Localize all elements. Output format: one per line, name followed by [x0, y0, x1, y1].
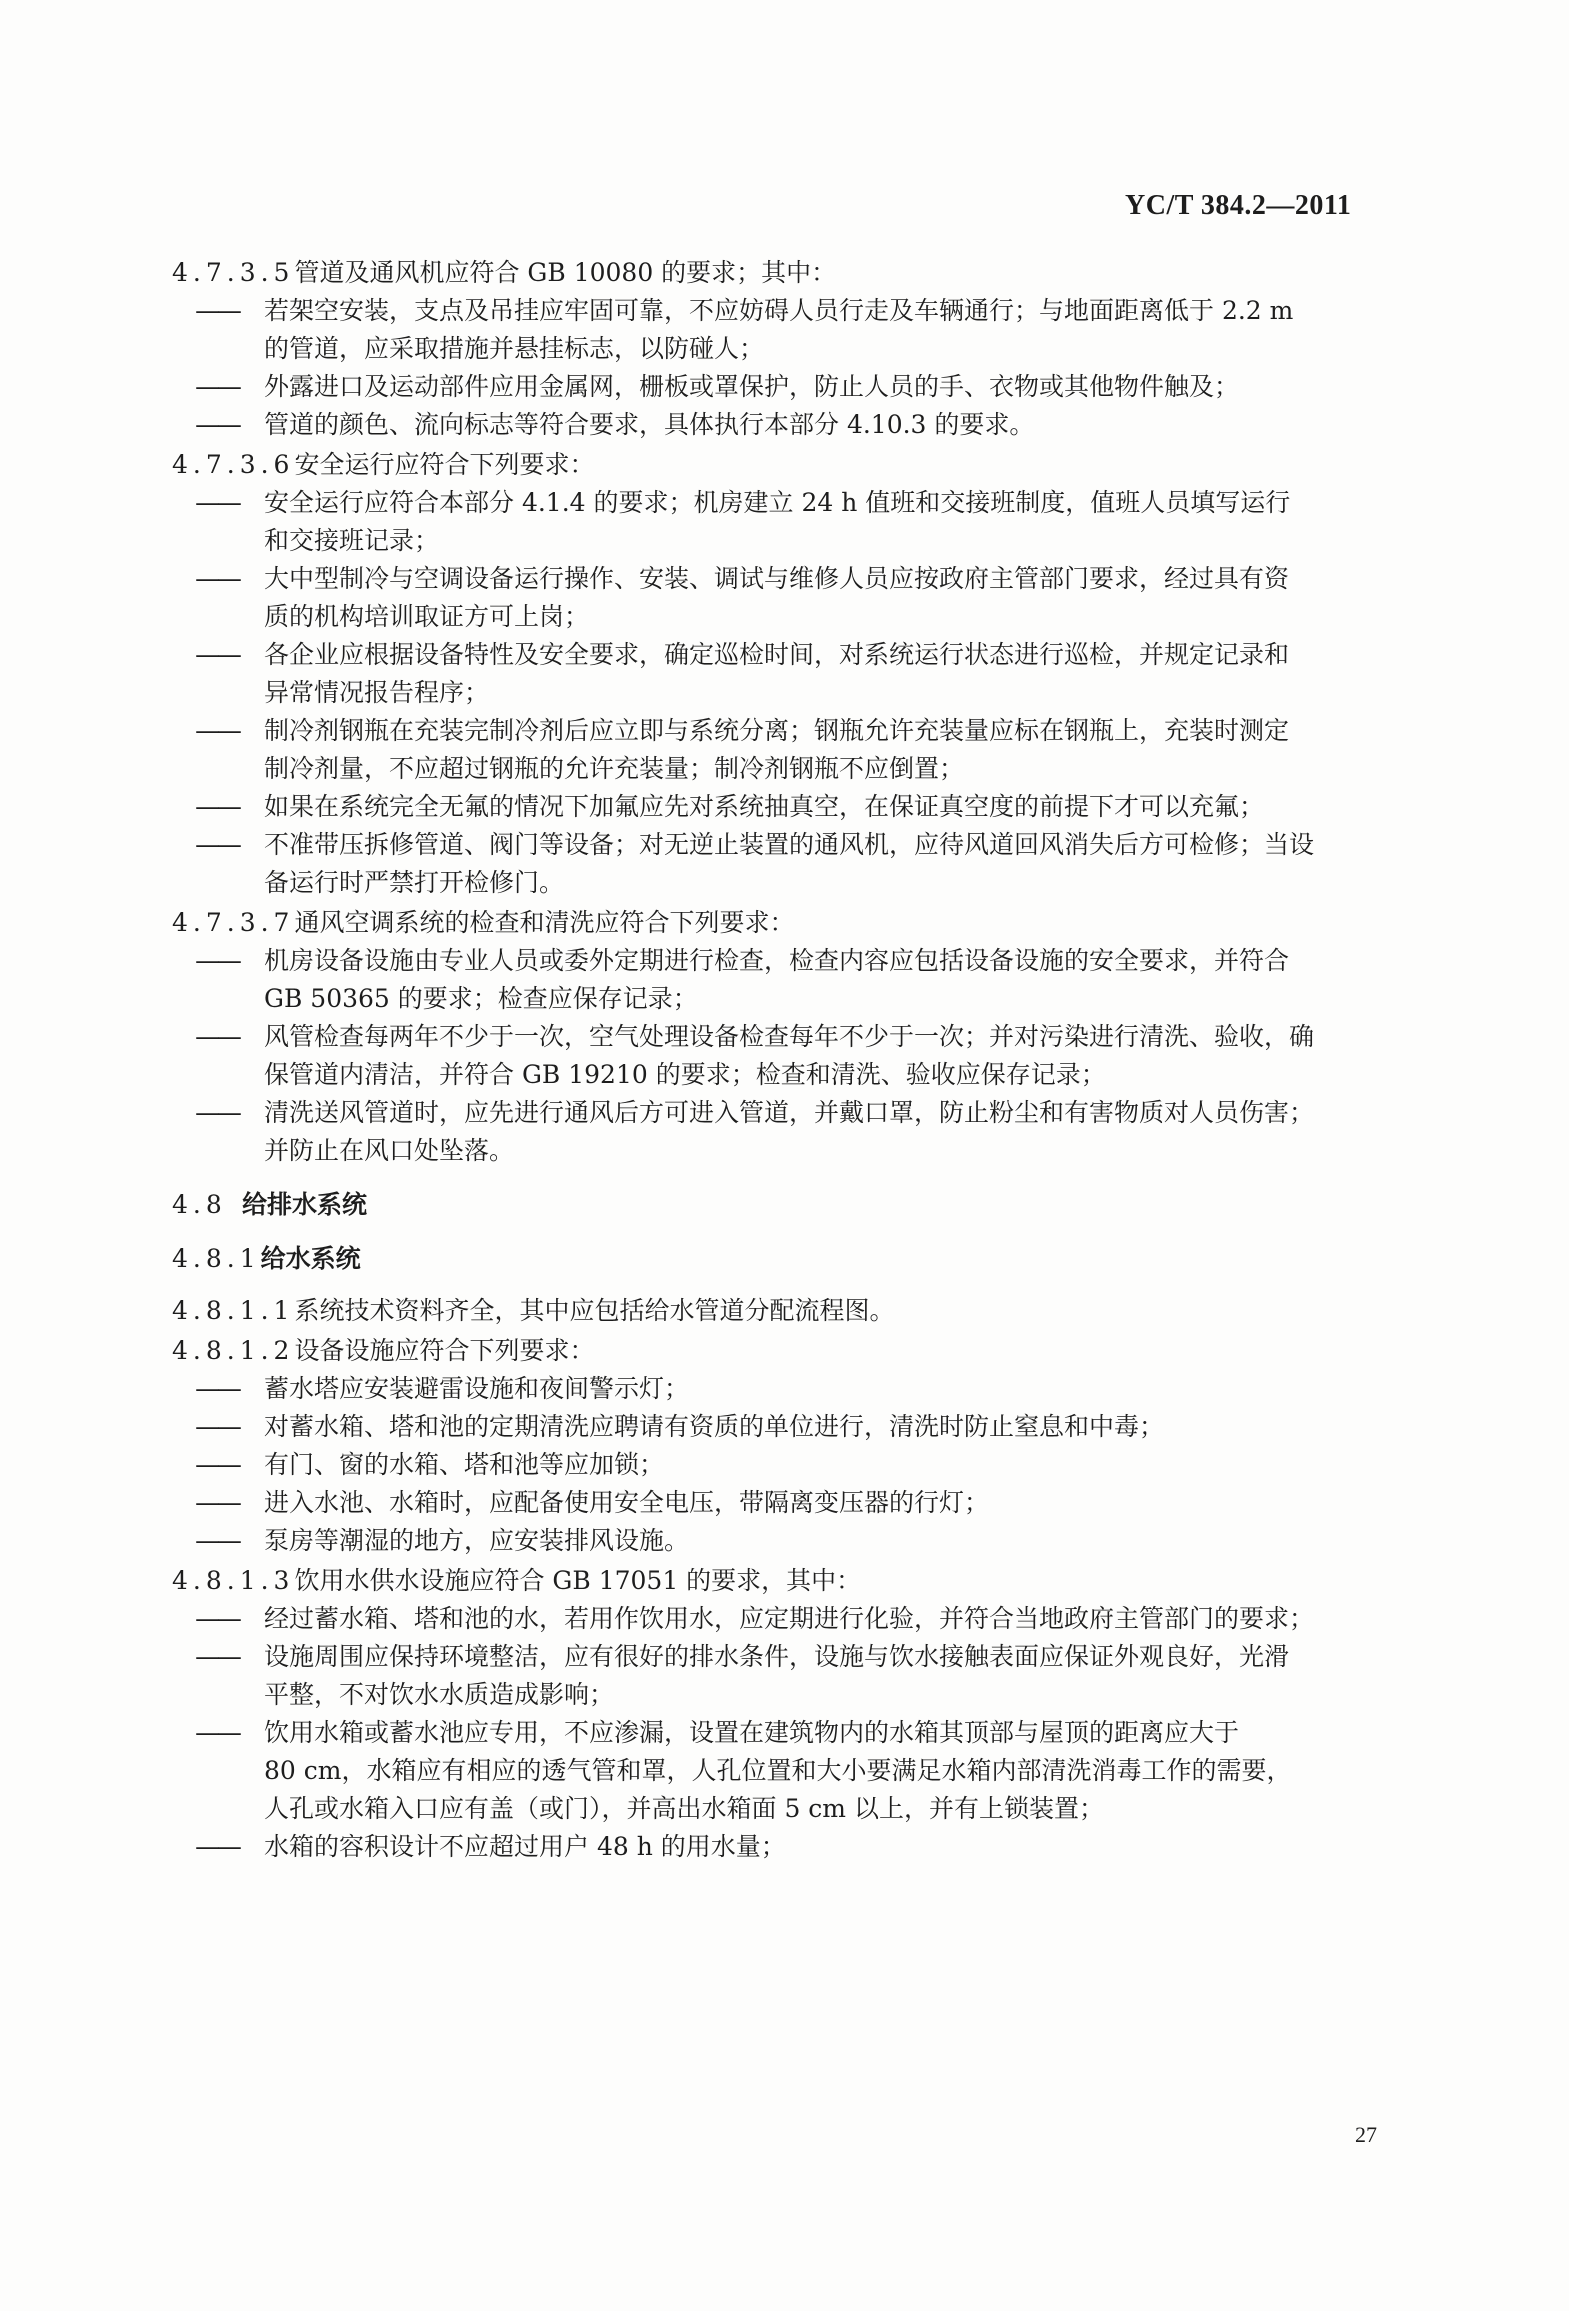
list-item-text: 外露进口及运动部件应用金属网，栅板或罩保护，防止人员的手、衣物或其他物件触及； — [264, 372, 1240, 401]
clause-text: 饮用水供水设施应符合 GB 17051 的要求，其中： — [294, 1566, 862, 1595]
list-item-text: 泵房等潮湿的地方，应安装排风设施。 — [264, 1526, 690, 1555]
list-item — [172, 368, 1412, 406]
list-item — [172, 1446, 1412, 1484]
list-item-text: 各企业应根据设备特性及安全要求，确定巡检时间，对系统运行状态进行巡检，并规定记录和 — [264, 640, 1290, 669]
list-item-text: 对蓄水箱、塔和池的定期清洗应聘请有资质的单位进行，清洗时防止窒息和中毒； — [264, 1412, 1165, 1441]
clause — [172, 1292, 1412, 1330]
list-item — [172, 712, 1412, 788]
list-item-text: 清洗送风管道时，应先进行通风后方可进入管道，并戴口罩，防止粉尘和有害物质对人员伤害； — [264, 1098, 1315, 1127]
list-item-text: 设施周围应保持环境整洁，应有很好的排水条件，设施与饮水接触表面应保证外观良好，光滑 — [264, 1642, 1290, 1671]
list-item — [172, 826, 1412, 902]
list-item-text: 备运行时严禁打开检修门。 — [264, 868, 565, 897]
list-dash: —— — [195, 372, 239, 401]
list-item — [172, 1600, 1412, 1638]
list-item-text: 安全运行应符合本部分 4.1.4 的要求；机房建立 24 h 值班和交接班制度，值班人员填写运行 — [264, 488, 1291, 517]
clause-number: 4.7.3.6 — [172, 450, 295, 479]
list-dash: —— — [195, 640, 239, 669]
section-heading — [172, 1240, 1412, 1278]
list-item-text: 水箱的容积设计不应超过用户 48 h 的用水量； — [264, 1832, 786, 1861]
list-dash: —— — [195, 410, 239, 439]
heading-number: 4.8 — [172, 1190, 227, 1219]
list-item — [172, 1094, 1412, 1170]
clause — [172, 1562, 1412, 1600]
list-item — [172, 1638, 1412, 1714]
list-dash: —— — [195, 1488, 239, 1517]
clause — [172, 904, 1412, 942]
heading-text: 给排水系统 — [242, 1190, 368, 1219]
list-item-text: 异常情况报告程序； — [264, 678, 490, 707]
clause-text: 安全运行应符合下列要求： — [294, 450, 595, 479]
list-item-text: 质的机构培训取证方可上岗； — [264, 602, 590, 631]
clause-text: 系统技术资料齐全，其中应包括给水管道分配流程图。 — [294, 1296, 895, 1325]
list-dash: —— — [195, 1604, 239, 1633]
list-item-text: 蓄水塔应安装避雷设施和夜间警示灯； — [264, 1374, 690, 1403]
list-item-text: 如果在系统完全无氟的情况下加氟应先对系统抽真空，在保证真空度的前提下才可以充氟； — [264, 792, 1265, 821]
document-code: YC/T 384.2—2011 — [1125, 190, 1352, 221]
section-heading — [172, 1186, 1412, 1224]
list-item — [172, 1828, 1412, 1866]
list-dash: —— — [195, 1412, 239, 1441]
clause-text: 管道及通风机应符合 GB 10080 的要求；其中： — [294, 258, 837, 287]
list-item — [172, 788, 1412, 826]
list-item-text: 平整，不对饮水水质造成影响； — [264, 1680, 615, 1709]
list-item-text: 不准带压拆修管道、阀门等设备；对无逆止装置的通风机，应待风道回风消失后方可检修；当设 — [264, 830, 1315, 859]
list-item-text: 人孔或水箱入口应有盖（或门），并高出水箱面 5 cm 以上，并有上锁装置； — [264, 1794, 1104, 1823]
list-item-text: 并防止在风口处坠落。 — [264, 1136, 515, 1165]
list-item-text: 饮用水箱或蓄水池应专用，不应渗漏，设置在建筑物内的水箱其顶部与屋顶的距离应大于 — [264, 1718, 1240, 1747]
clause-number: 4.8.1.1 — [172, 1296, 295, 1325]
list-dash: —— — [195, 1098, 239, 1127]
list-item-text: 管道的颜色、流向标志等符合要求，具体执行本部分 4.10.3 的要求。 — [264, 410, 1035, 439]
list-dash: —— — [195, 792, 239, 821]
list-dash: —— — [195, 1450, 239, 1479]
list-item-text: 保管道内清洁，并符合 GB 19210 的要求；检查和清洗、验收应保存记录； — [264, 1060, 1106, 1089]
list-item-text: 80 cm，水箱应有相应的透气管和罩，人孔位置和大小要满足水箱内部清洗消毒工作的需要， — [264, 1756, 1292, 1785]
list-dash: —— — [195, 1642, 239, 1671]
list-dash: —— — [195, 1832, 239, 1861]
list-dash: —— — [195, 1022, 239, 1051]
list-item-text: 进入水池、水箱时，应配备使用安全电压，带隔离变压器的行灯； — [264, 1488, 990, 1517]
list-item-text: 机房设备设施由专业人员或委外定期进行检查，检查内容应包括设备设施的安全要求，并符合 — [264, 946, 1290, 975]
list-item — [172, 560, 1412, 636]
clause-number: 4.7.3.5 — [172, 258, 295, 287]
clause — [172, 1332, 1412, 1370]
list-item-text: 风管检查每两年不少于一次，空气处理设备检查每年不少于一次；并对污染进行清洗、验收，确 — [264, 1022, 1315, 1051]
list-item — [172, 1018, 1412, 1094]
clause-number: 4.7.3.7 — [172, 908, 295, 937]
list-dash: —— — [195, 830, 239, 859]
list-item-text: 制冷剂量，不应超过钢瓶的允许充装量；制冷剂钢瓶不应倒置； — [264, 754, 965, 783]
list-item — [172, 1370, 1412, 1408]
list-item-text: 有门、窗的水箱、塔和池等应加锁； — [264, 1450, 665, 1479]
clause — [172, 254, 1412, 292]
list-dash: —— — [195, 564, 239, 593]
clause-text: 设备设施应符合下列要求： — [294, 1336, 595, 1365]
page-number: 27 — [1355, 2122, 1377, 2147]
list-item — [172, 942, 1412, 1018]
list-dash: —— — [195, 488, 239, 517]
heading-text: 给水系统 — [260, 1244, 361, 1273]
list-dash: —— — [195, 296, 239, 325]
list-dash: —— — [195, 1718, 239, 1747]
list-item — [172, 1408, 1412, 1446]
list-item-text: GB 50365 的要求；检查应保存记录； — [264, 984, 698, 1013]
list-item-text: 若架空安装，支点及吊挂应牢固可靠，不应妨碍人员行走及车辆通行；与地面距离低于 2.2 m — [264, 296, 1294, 325]
list-item — [172, 1522, 1412, 1560]
list-item-text: 和交接班记录； — [264, 526, 440, 555]
list-item — [172, 292, 1412, 368]
list-item-text: 大中型制冷与空调设备运行操作、安装、调试与维修人员应按政府主管部门要求，经过具有资 — [264, 564, 1290, 593]
clause-number: 4.8.1.3 — [172, 1566, 295, 1595]
list-dash: —— — [195, 716, 239, 745]
list-dash: —— — [195, 946, 239, 975]
list-dash: —— — [195, 1374, 239, 1403]
heading-number: 4.8.1 — [172, 1244, 261, 1273]
list-item-text: 制冷剂钢瓶在充装完制冷剂后应立即与系统分离；钢瓶允许充装量应标在钢瓶上，充装时测定 — [264, 716, 1290, 745]
list-item — [172, 484, 1412, 560]
list-item-text: 的管道，应采取措施并悬挂标志，以防碰人； — [264, 334, 765, 363]
list-item — [172, 406, 1412, 444]
clause-number: 4.8.1.2 — [172, 1336, 295, 1365]
list-item — [172, 636, 1412, 712]
list-item — [172, 1484, 1412, 1522]
list-item — [172, 1714, 1412, 1828]
document-body — [172, 252, 1412, 1866]
list-item-text: 经过蓄水箱、塔和池的水，若用作饮用水，应定期进行化验，并符合当地政府主管部门的要求； — [264, 1604, 1315, 1633]
clause-text: 通风空调系统的检查和清洗应符合下列要求： — [294, 908, 795, 937]
clause — [172, 446, 1412, 484]
list-dash: —— — [195, 1526, 239, 1555]
